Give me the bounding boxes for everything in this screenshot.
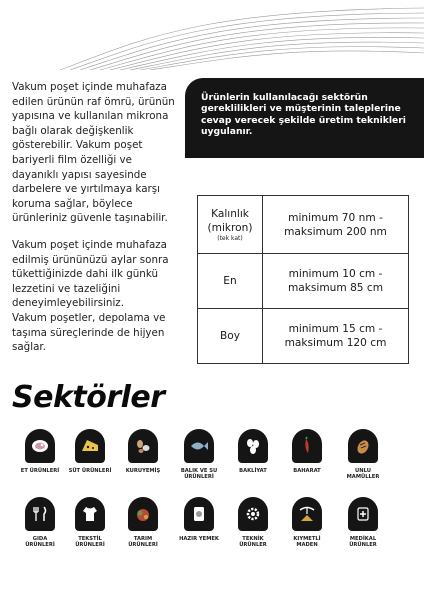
sector-icon-badge (25, 497, 55, 531)
sectors-heading: Sektörler (12, 380, 165, 415)
sector-icon-badge (128, 497, 158, 531)
sector-icon-badge (238, 429, 268, 463)
sector-legumes (226, 429, 280, 474)
sector-label: SÜT ÜRÜNLERİ (68, 468, 112, 474)
ready-meal-icon (189, 504, 209, 524)
sector-label: KIYMETLİ MADEN (293, 536, 321, 549)
paragraph-shelf-life: Vakum poşet içinde muhafaza edilen ürünün raf ömrü, ürünün yapısına ve kullanılan mikrona bağlı olarak değişkenlik gösterebilir. Vakum poşet bariyerli film özelliği ve dayanıklı yapısı sayesinde darbelere ve yırtılmaya karşı koruma sağlar, böylece ürünleriniz güvenle taşınabilir. (12, 81, 175, 225)
sector-icon-badge (25, 429, 55, 463)
spec-row-width (198, 254, 409, 309)
sector-medical (336, 497, 390, 549)
sector-bakery (336, 429, 390, 481)
spec-value: minimum 70 nm - maksimum 200 nm (263, 196, 409, 254)
sector-food (13, 497, 67, 549)
sector-label: MEDİKAL ÜRÜNLER (349, 536, 377, 549)
sector-label: ET ÜRÜNLERİ (20, 468, 60, 474)
vegetables-icon (133, 504, 153, 524)
spec-label: Kalınlık (mikron) (tek kat) (198, 196, 263, 254)
sector-label: KURUYEMİŞ (125, 468, 161, 474)
sector-ready-meal (172, 497, 226, 542)
medical-icon (353, 504, 373, 524)
sector-icon-badge (348, 429, 378, 463)
spec-label: Boy (198, 309, 263, 364)
sector-dairy (63, 429, 117, 474)
banner-text: Ürünlerin kullanılacağı sektörün gereklilikleri ve müşterinin taleplerine cevap verecek şekilde üretim teknikleri uygulanır. (201, 92, 406, 138)
fish-icon (189, 436, 209, 456)
description-text (12, 80, 180, 355)
sector-icon-badge (184, 497, 214, 531)
pepper-icon (297, 436, 317, 456)
sector-icon-badge (238, 497, 268, 531)
beans-icon (243, 436, 263, 456)
sector-icon-badge (75, 429, 105, 463)
sector-icon-badge (348, 497, 378, 531)
meat-icon (30, 436, 50, 456)
sector-fish (172, 429, 226, 481)
gear-icon (243, 504, 263, 524)
sector-meat (13, 429, 67, 474)
spec-row-length (198, 309, 409, 364)
paragraph-hygiene: Vakum poşetler, depolama ve taşıma süreçlerinde de hijyen sağlar. (12, 311, 166, 354)
info-banner (185, 78, 424, 158)
sector-icon-badge (75, 497, 105, 531)
sector-label: BAHARAT (293, 468, 321, 474)
sector-agriculture (116, 497, 170, 549)
sector-precious-metal (280, 497, 334, 549)
sector-label: BAKLİYAT (239, 468, 267, 474)
sector-label: TEKSTİL ÜRÜNLERİ (75, 536, 105, 549)
sector-label: TARIM ÜRÜNLERİ (128, 536, 158, 549)
paragraph-freshness: Vakum poşet içinde muhafaza edilmiş ürününüzü aylar sonra tükettiğinizde dahi ilk günkü lezzetini ve tazeliğini deneyimleyebilirsiniz. (12, 238, 169, 310)
sector-icon-badge (292, 429, 322, 463)
bread-icon (353, 436, 373, 456)
spec-label: En (198, 254, 263, 309)
sector-label: HAZIR YEMEK (179, 536, 219, 542)
sector-spices (280, 429, 334, 474)
spec-table (197, 195, 409, 364)
cheese-icon (80, 436, 100, 456)
shirt-icon (80, 504, 100, 524)
nuts-icon (133, 436, 153, 456)
sector-label: GIDA ÜRÜNLERİ (25, 536, 55, 549)
cutlery-icon (30, 504, 50, 524)
sector-textile (63, 497, 117, 549)
sector-icon-badge (184, 429, 214, 463)
spec-row-thickness (198, 196, 409, 254)
sector-technical (226, 497, 280, 549)
spec-value: minimum 15 cm - maksimum 120 cm (263, 309, 409, 364)
sector-label: BALIK VE SU ÜRÜNLERİ (180, 468, 218, 481)
sector-icon-badge (128, 429, 158, 463)
mining-icon (297, 504, 317, 524)
sector-label: TEKNİK ÜRÜNLER (239, 536, 267, 549)
sectors-grid (0, 425, 424, 595)
sector-label: UNLU MAMÜLLER (346, 468, 380, 481)
spec-value: minimum 10 cm - maksimum 85 cm (263, 254, 409, 309)
sector-icon-badge (292, 497, 322, 531)
sector-nuts (116, 429, 170, 474)
decorative-wave-lines (0, 0, 424, 70)
